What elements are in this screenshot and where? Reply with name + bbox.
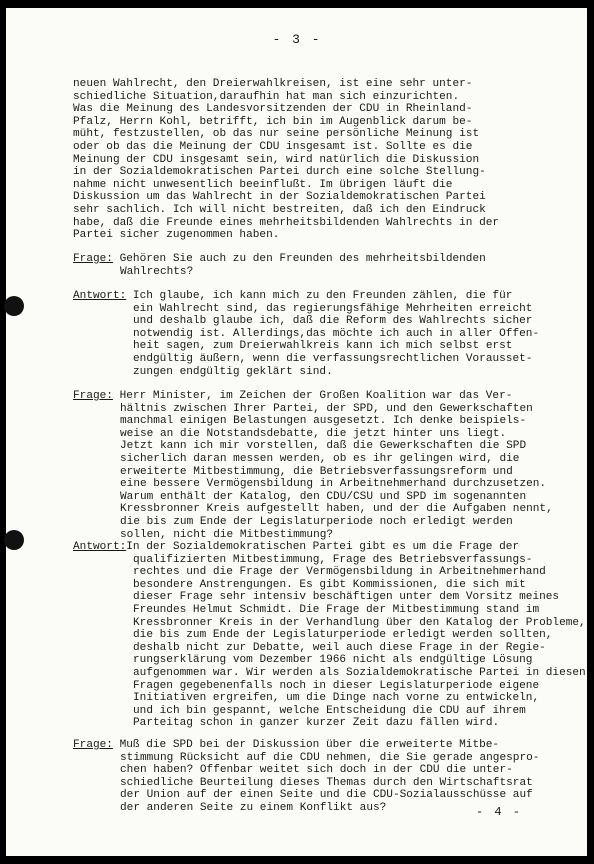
text-line: Diskussion um das Wahlrecht in der Sozialdemokratischen Partei (73, 191, 486, 204)
text-line: notwendig ist. Allerdings,das möchte ich auch in aller Offen- (133, 327, 540, 340)
question-block (73, 739, 540, 815)
text-line: stimmung Rücksicht auf die CDU nehmen, die Sie gerade angespro- (120, 751, 540, 764)
text-line: die bis zum Ende der Legislaturperiode erledigt werden sollten, (133, 629, 553, 642)
text-line: chen haben? Offenbar weitet sich doch in der CDU die unter- (120, 764, 513, 777)
text-line: und ich bin gespannt, welche Entscheidung die CDU auf ihrem (133, 704, 526, 717)
text-line: zungen endgültig geklärt sind. (133, 365, 333, 378)
question-first-line: Herr Minister, im Zeichen der Großen Koalition war das Ver- (112, 390, 513, 402)
punch-hole (4, 296, 24, 316)
text-line: habe, daß die Freunde eines mehrheitsbildenden Wahlrechts in der (73, 216, 500, 229)
question-block (73, 253, 533, 278)
text-line: neuen Wahlrecht, den Dreierwahlkreisen, ist eine sehr unter- (73, 78, 473, 90)
answer-label: Antwort: (73, 290, 127, 302)
answer-block (73, 541, 586, 730)
text-line: manchmal einigen Belastungen ausgesetzt. Ich denke beispiels- (120, 415, 527, 428)
text-line: Partei sicher zugenommen haben. (73, 229, 280, 242)
text-line: in der Sozialdemokratischen Partei durch eine solche Stellung- (73, 166, 486, 179)
text-line: Jetzt kann ich mir vorstellen, daß die Gewerkschaften die SPD (120, 440, 527, 453)
text-line: nahme nicht unwesentlich beeinflußt. Im übrigen läuft die (73, 178, 453, 191)
text-line: aufgenommen war. Wir werden als Sozialdemokratische Partei in diesen (133, 666, 586, 679)
answer-text (73, 553, 586, 730)
question-label: Frage: (73, 253, 113, 265)
text-line: die bis zum Ende der Legislaturperiode noch erledigt werden (120, 515, 513, 528)
text-line: Pfalz, Herrn Kohl, betrifft, ich bin im Augenblick darum be- (73, 115, 473, 128)
text-line: Kressbronner Kreis in der Verhandlung über den Katalog der Probleme, (133, 616, 586, 629)
text-line: rechtes und die Frage der Vermögensbildung in Arbeitnehmerhand (133, 566, 546, 579)
answer-label: Antwort: (73, 541, 127, 553)
question-label: Frage: (73, 390, 113, 402)
text-line: schiedliche Beurteilung dieses Themas durch den Wirtschaftsrat (120, 776, 533, 789)
text-line: eine bessere Vermögensbildung in Arbeitnehmerhand durchzusetzen. (120, 478, 547, 491)
text-line: heit sagen, zum Dreierwahlkreis kann ich mich selbst erst (133, 340, 513, 353)
text-line: besondere Anstrengungen. Es gibt Kommissionen, die sich mit (133, 578, 526, 591)
punch-hole (4, 530, 24, 550)
text-line: der anderen Seite zu einem Konflikt aus? (120, 801, 387, 814)
next-page-reference: - 4 - (476, 805, 523, 819)
text-line: Wahlrechts? (120, 265, 194, 278)
text-line: müht, festzustellen, ob das nur seine persönliche Meinung ist (73, 128, 480, 141)
page-number: - 3 - (272, 32, 322, 47)
text-line: rungserklärung vom Dezember 1966 nicht als endgültige Lösung (133, 654, 533, 667)
text-line: hältnis zwischen Ihrer Partei, der SPD, und den Gewerkschaften (120, 402, 533, 415)
text-line: Initiativen ergreifen, um die Dinge nach vorne zu entwickeln, (133, 692, 540, 705)
text-line: sollen, nicht die Mitbestimmung? (120, 528, 334, 541)
answer-first-line: In der Sozialdemokratischen Partei gibt es um die Frage der (126, 541, 520, 553)
text-line: Freundes Helmut Schmidt. Die Frage der Mitbestimmung stand im (133, 603, 540, 616)
text-line: Meinung der CDU insgesamt sein, wird natürlich die Diskussion (73, 153, 480, 166)
text-line: ein Wahlrecht sind, das regierungsfähige Mehrheiten erreicht (133, 302, 533, 315)
text-line: weise an die Notstandsdebatte, die jetzt hinter uns liegt. (120, 427, 507, 440)
text-line: Fragen gegebenenfalls noch in dieser Legislaturperiode eigene (133, 679, 540, 692)
question-label: Frage: (73, 739, 113, 751)
answer-text (73, 302, 540, 379)
text-line: Kressbronner Kreis aufgestellt haben, und der die Aufgaben nennt, (120, 503, 553, 516)
question-text (73, 402, 553, 542)
text-line: schiedliche Situation,daraufhin hat man sich einzurichten. (73, 90, 460, 103)
question-block (73, 390, 553, 541)
question-text (73, 751, 540, 815)
question-text (73, 266, 533, 279)
question-first-line: Gehören Sie auch zu den Freunden des mehrheitsbildenden (112, 253, 486, 265)
answer-block (73, 290, 540, 378)
text-line: sehr sachlich. Ich will nicht bestreiten, daß ich den Eindruck (73, 203, 486, 216)
text-line: Warum enthält der Katalog, den CDU/CSU und SPD im sogenannten (120, 490, 527, 503)
text-line: oder ob das die Meinung der CDU insgesamt ist. Sollte es die (73, 140, 473, 153)
text-line: qualifizierten Mitbestimmung, Frage des Betriebsverfassungs- (133, 553, 533, 566)
text-line: sicherlich daran messen werden, ob es ihr gelingen wird, die (120, 452, 520, 465)
text-line: der Union auf der einen Seite und die CDU-Sozialausschüsse auf (120, 789, 533, 802)
text-line: und deshalb glaube ich, daß die Reform des Wahlrechts sicher (133, 315, 533, 328)
answer-first-line: Ich glaube, ich kann mich zu den Freunden zählen, die für (126, 290, 513, 302)
text-line: endgültig äußern, wenn die verfassungsrechtlichen Vorausset- (133, 352, 533, 365)
text-line: dieser Frage sehr intensiv beschäftigen unter dem Vorsitz meines (133, 591, 560, 604)
text-line: Was die Meinung des Landesvorsitzenden der CDU in Rheinland- (73, 103, 473, 116)
text-line: Parteitag schon in ganzer kurzer Zeit dazu fällen wird. (133, 717, 500, 730)
text-line: deshalb nicht zur Debatte, weil auch diese Frage in der Regie- (133, 641, 546, 654)
intro-paragraph (73, 78, 533, 242)
text-line: erweiterte Mitbestimmung, die Betriebsverfassungsreform und (120, 465, 513, 478)
question-first-line: Muß die SPD bei der Diskussion über die erweiterte Mitbe- (112, 739, 500, 751)
